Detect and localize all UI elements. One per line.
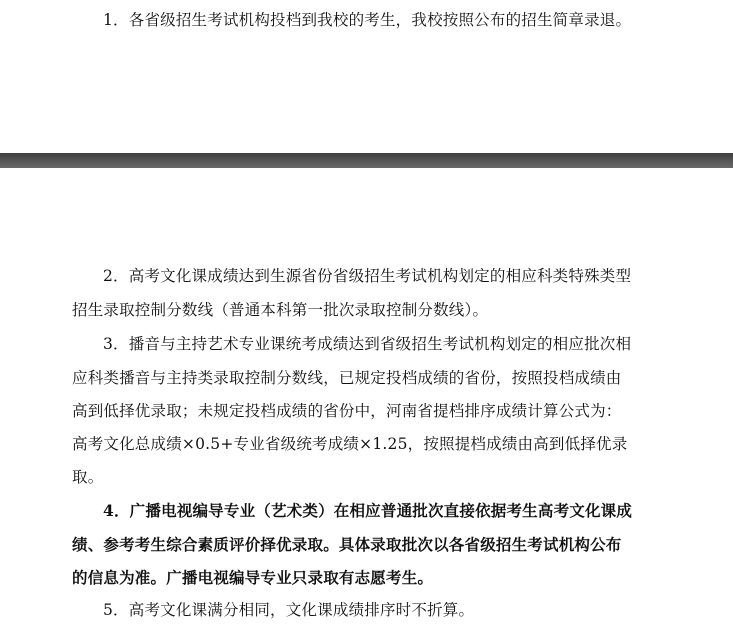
rule-3-line-1: 3．播音与主持艺术专业课统考成绩达到省级招生考试机构划定的相应批次相: [103, 335, 632, 353]
document-page-lower: [0, 168, 733, 632]
rule-3-line-3: 高到低择优录取；未规定投档成绩的省份中，河南省提档排序成绩计算公式为：: [72, 402, 622, 420]
document-page-upper: [0, 0, 733, 153]
rule-3-line-5: 取。: [72, 468, 104, 486]
rule-3-line-4: 高考文化总成绩×0.5+专业省级统考成绩×1.25，按照提档成绩由高到低择优录: [72, 435, 628, 453]
rule-4-line-2: 绩、参考考生综合素质评价择优录取。具体录取批次以各省级招生考试机构公布: [72, 535, 622, 554]
rule-5-line-1: 5．高考文化课满分相同，文化课成绩排序时不折算。: [103, 601, 475, 619]
rule-2-line-2: 招生录取控制分数线（普通本科第一批次录取控制分数线）。: [72, 301, 489, 319]
rule-4-line-1: 4．广播电视编导专业（艺术类）在相应普通批次直接依据考生高考文化课成: [103, 501, 633, 520]
admission-rule-1: 1．各省级招生考试机构投档到我校的考生，我校按照公布的招生简章录退。: [103, 11, 632, 29]
page-break-divider: [0, 153, 733, 168]
rule-2-line-1: 2．高考文化课成绩达到生源省份省级招生考试机构划定的相应科类特殊类型: [103, 267, 632, 285]
rule-3-line-2: 应科类播音与主持类录取控制分数线，已规定投档成绩的省份，按照投档成绩由: [72, 369, 622, 387]
rule-4-line-3: 的信息为准。广播电视编导专业只录取有志愿考生。: [72, 568, 434, 587]
